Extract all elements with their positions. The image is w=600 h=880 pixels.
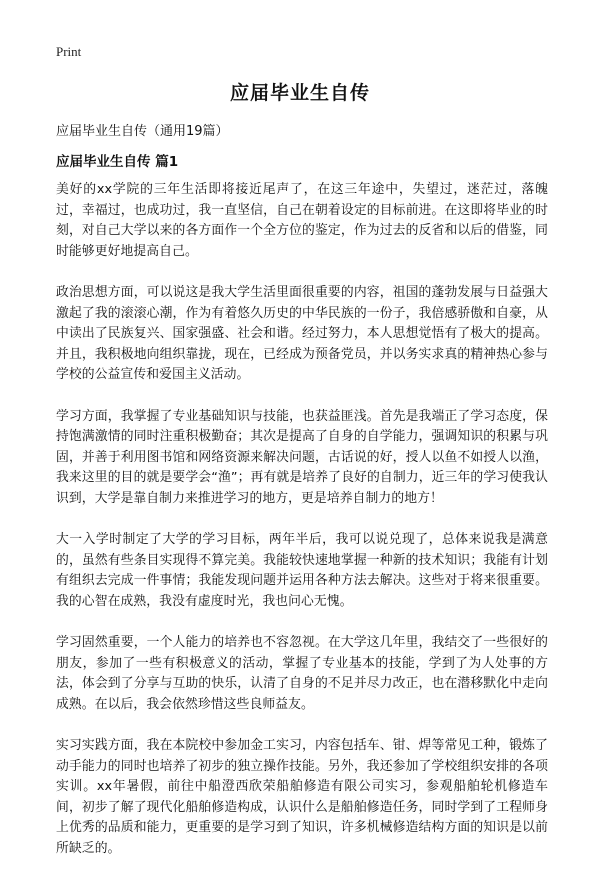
paragraph: 学习方面，我掌握了专业基础知识与技能，也获益匪浅。首先是我端正了学习态度，保持饱满激情的同时注重积极勤奋；其次是提高了自身的自学能力，强调知识的积累与巩固，并善于利用图书馆和网络资源来解决问题，古话说的好，授人以鱼不如授人以渔，我来这里的目的就是要学会“渔”；再有就是培养了良好的自制力，近三年的学习使我认识到，大学是靠自制力来推进学习的地方，更是培养自制力的地方！ (56, 408, 548, 506)
paragraph: 大一入学时制定了大学的学习目标，两年半后，我可以说兑现了，总体来说我是满意的，虽然有些条目实现得不算完美。我能较快速地掌握一种新的技术知识；我能有计划有组织去完成一件事情；我能发现问题并运用各种方法去解决。这些对于将来很重要。我的心智在成熟，我没有虚度时光，我也问心无愧。 (56, 532, 548, 609)
paragraph: 学习固然重要，一个人能力的培养也不容忽视。在大学这几年里，我结交了一些很好的朋友，参加了一些有积极意义的活动，掌握了专业基本的技能，学到了为人处事的方法，体会到了分享与互助的快乐，认清了自身的不足并尽力改正，也在潜移默化中走向成熟。在以后，我会依然珍惜这些良师益友。 (56, 635, 548, 712)
document-subtitle: 应届毕业生自传（通用19篇） (56, 124, 229, 139)
page-title: 应届毕业生自传 (229, 82, 370, 104)
paragraph: 美好的xx学院的三年生活即将接近尾声了，在这三年途中，失望过，迷茫过，落魄过，幸福过，也成功过，我一直坚信，自己在朝着设定的目标前进。在这即将毕业的时刻，对自己大学以来的各方面作一个全方位的鉴定，作为过去的反省和以后的借鉴，同时能够更好地提高自己。 (56, 182, 548, 259)
document-body (56, 180, 548, 880)
paragraph: 政治思想方面，可以说这是我大学生活里面很重要的内容，祖国的蓬勃发展与日益强大激起了我的滚滚心潮，作为有着悠久历史的中华民族的一份子，我倍感骄傲和自豪，从中读出了民族复兴、国家强盛、社会和谐。经过努力，本人思想觉悟有了极大的提高。并且，我积极地向组织靠拢，现在，已经成为预备党员，并以务实求真的精神热心参与学校的公益宣传和爱国主义活动。 (56, 285, 548, 382)
print-link[interactable]: Print (56, 44, 82, 59)
section-heading: 应届毕业生自传 篇1 (56, 154, 179, 170)
paragraph: 实习实践方面，我在本院校中参加金工实习，内容包括车、钳、焊等常见工种，锻炼了动手能力的同时也培养了初步的独立操作技能。另外，我还参加了学校组织安排的各项实训。xx年暑假，前往中船澄西欣荣船舶修造有限公司实习，参观船舶轮机修造车间，初步了解了现代化船舶修造构成，认识什么是船舶修造任务，同时学到了工程师身上优秀的品质和能力，更重要的是学习到了知识，许多机械修造结构方面的知识是以前所缺乏的。 (56, 738, 548, 856)
